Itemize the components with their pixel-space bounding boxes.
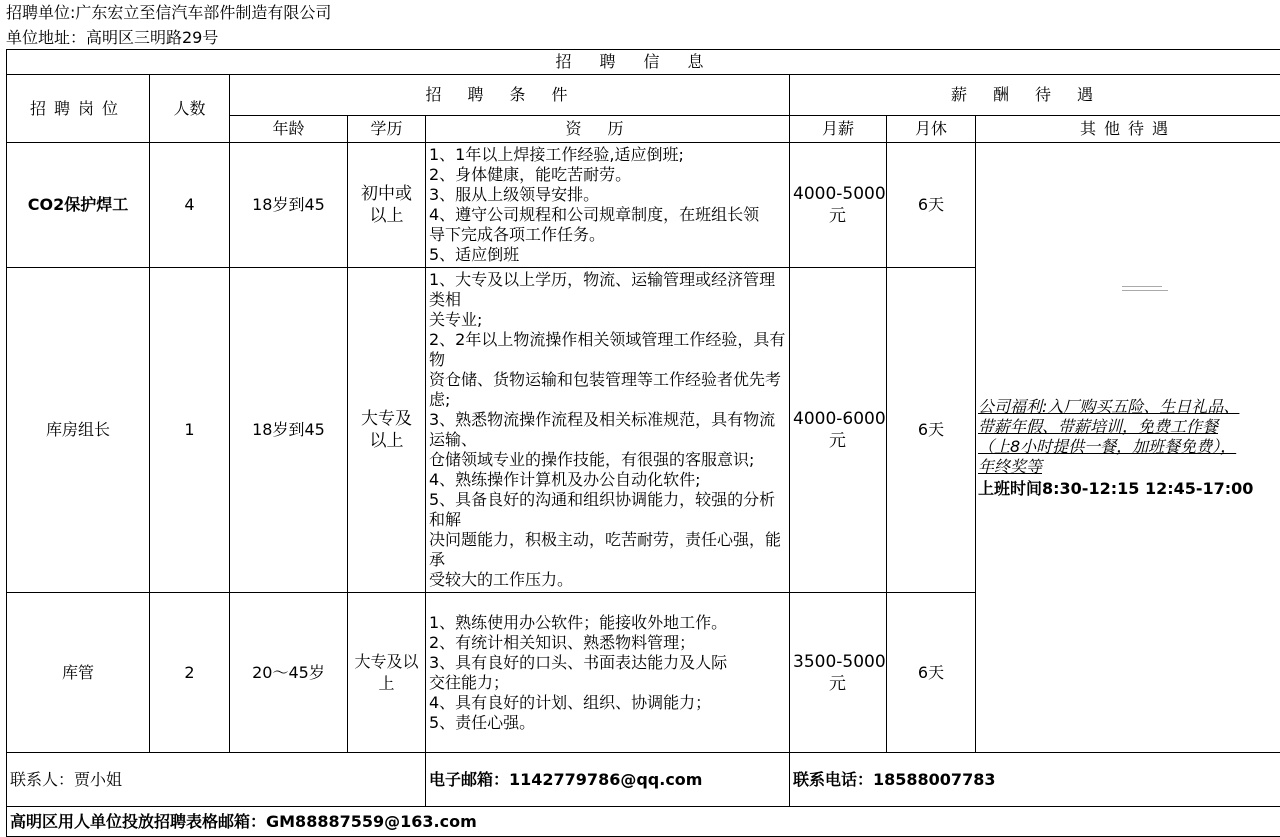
job-salary: 4000-6000 元 xyxy=(790,268,887,593)
job-salary: 3500-5000 元 xyxy=(790,593,887,753)
job-age: 18岁到45 xyxy=(230,143,348,268)
job-requirements: 1、大专及以上学历，物流、运输管理或经济管理类相 关专业; 2、2年以上物流操作相关领域管理工作经验，具有物 资仓储、货物运输和包装管理等工作经验者优先考 虑; 3、熟悉物流操作流程及相关标准规范，具有物流运输、 仓储领域专业的操作技能，有很强的客服意识; 4、熟练操作计算机及办公自动化软件; 5、具备良好的沟通和组织协调能力，较强的分析和解 决问题能力，积极主动，吃苦耐劳，责任心强，能承 受较大的工作压力。 xyxy=(426,268,790,593)
job-education: 大专及 以上 xyxy=(348,268,426,593)
job-rest: 6天 xyxy=(887,268,976,593)
job-education: 初中或 以上 xyxy=(348,143,426,268)
job-rest: 6天 xyxy=(887,143,976,268)
recruitment-table xyxy=(6,49,1280,837)
benefits-cell: 公司福利:入厂购买五险、生日礼品、 带薪年假、带薪培训，免费工作餐 （上8小时提供一餐，加班餐免费）， 年终奖等 上班时间8:30-12:15 12:45-17:00 xyxy=(976,143,1280,753)
job-age: 20～45岁 xyxy=(230,593,348,753)
header-conditions: 招聘条件 xyxy=(230,75,790,116)
address-line: 单位地址：高明区三明路29号 xyxy=(6,27,218,49)
job-position: 库管 xyxy=(7,593,150,753)
job-count: 4 xyxy=(150,143,230,268)
header-monthly-rest: 月休 xyxy=(887,116,976,143)
job-position: CO2保护焊工 xyxy=(7,143,150,268)
job-requirements: 1、熟练使用办公软件；能接收外地工作。 2、有统计相关知识、熟悉物料管理； 3、具有良好的口头、书面表达能力及人际 交往能力； 4、具有良好的计划、组织、协调能力； 5、责任心强。 xyxy=(426,593,790,753)
contact-email: 电子邮箱：1142779786@qq.com xyxy=(426,753,790,807)
job-age: 18岁到45 xyxy=(230,268,348,593)
contact-person: 联系人：贾小姐 xyxy=(7,753,426,807)
header-monthly-salary: 月薪 xyxy=(790,116,887,143)
header-education: 学历 xyxy=(348,116,426,143)
header-qualification: 资历 xyxy=(426,116,790,143)
job-count: 1 xyxy=(150,268,230,593)
job-salary: 4000-5000 元 xyxy=(790,143,887,268)
header-position: 招聘岗位 xyxy=(7,75,150,143)
section-title: 招聘信息 xyxy=(7,50,1280,75)
work-hours: 上班时间8:30-12:15 12:45-17:00 xyxy=(978,479,1278,499)
job-requirements: 1、1年以上焊接工作经验,适应倒班; 2、身体健康，能吃苦耐劳。 3、服从上级领导安排。 4、遵守公司规程和公司规章制度，在班组长领 导下完成各项工作任务。 5、适应倒班 xyxy=(426,143,790,268)
company-line: 招聘单位:广东宏立至信汽车部件制造有限公司 xyxy=(6,2,331,24)
header-count: 人数 xyxy=(150,75,230,143)
table-row xyxy=(7,143,1280,268)
submit-email-line: 高明区用人单位投放招聘表格邮箱：GM88887559@163.com xyxy=(7,807,1280,837)
header-age: 年龄 xyxy=(230,116,348,143)
job-count: 2 xyxy=(150,593,230,753)
header-pay: 薪酬待遇 xyxy=(790,75,1280,116)
header-other: 其他待遇 xyxy=(976,116,1280,143)
job-education: 大专及以 上 xyxy=(348,593,426,753)
faint-marks xyxy=(1122,283,1172,291)
job-position: 库房组长 xyxy=(7,268,150,593)
job-rest: 6天 xyxy=(887,593,976,753)
contact-phone: 联系电话：18588007783 xyxy=(790,753,1280,807)
